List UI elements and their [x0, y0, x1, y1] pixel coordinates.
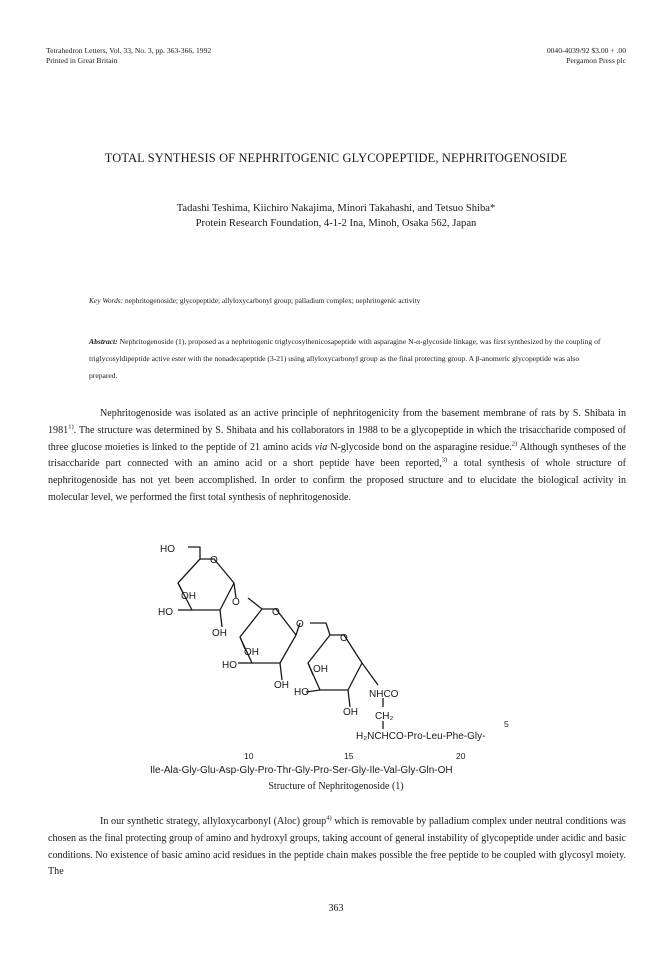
ring1-oh2-bond: [220, 610, 222, 627]
keywords: [89, 296, 609, 305]
label-ring2-ho: HO: [222, 660, 237, 671]
p1-text-b: . The structure was determined by S. Shibata and his collaborators in 1988 to be a glycopeptide in which the trisaccharide composed of three glucose moieties is linked to the peptide of 21 amino acids: [48, 424, 626, 453]
strategy-paragraph: [48, 814, 626, 881]
label-peptide-line2: Ile-Ala-Gly-Glu-Asp-Gly-Pro-Thr-Gly-Pro-Ser-Gly-Ile-Val-Gly-Gln-OH: [150, 765, 453, 775]
label-ring3-ho: HO: [294, 687, 309, 698]
publisher-name: Pergamon Press plc: [566, 56, 626, 65]
intro-paragraph: [48, 406, 626, 507]
journal-citation: Tetrahedron Letters, Vol. 33, No. 3, pp. 363-366, 1992: [46, 46, 212, 55]
label-residue-20: 20: [456, 751, 466, 761]
ref-4: 4): [326, 814, 332, 822]
label-ch2: CH₂: [375, 711, 394, 722]
ring3-n-bond: [362, 663, 378, 685]
keywords-text: nephritogenoside; glycopeptide; allyloxycarbonyl group; palladium complex; nephritogenic activity: [125, 296, 421, 305]
abstract-text: Nephritogenoside (1), proposed as a nephritogenic triglycosylhenicosapeptide with asparagine N-α-glycoside linkage, was first synthesized by the coupling of triglycosyldipeptide active ester with the nonadecapeptide (3-21) using allyloxycarbonyl group as the final protecting group. A β-anomeric glycopeptide was also prepared.: [89, 337, 601, 380]
journal-header: [46, 46, 211, 66]
ring3-oh2-bond: [348, 690, 350, 707]
ring3-outline: [308, 635, 362, 690]
label-ring1-oh2: OH: [212, 628, 227, 639]
label-ring2-oh: OH: [244, 647, 259, 658]
ring2-oh2-bond: [280, 663, 282, 680]
publisher-header: [547, 46, 626, 66]
p1-text-a: Nephritogenoside was isolated as an active principle of nephritogenicity from the basement membrane of rats by S. Shibata in 1981: [48, 408, 626, 436]
ring1-o-link-b: [248, 598, 262, 609]
page-number: 363: [328, 903, 344, 914]
printed-in: Printed in Great Britain: [46, 56, 118, 65]
label-ring3-o: O: [340, 633, 348, 644]
chemical-structure: [0, 535, 672, 775]
p1-text-d: Although syntheses of the trisaccharide part connected with an amino acid or a short peptide have been reported,: [48, 441, 626, 470]
label-link-o1: O: [232, 597, 240, 608]
ref-1: 1): [68, 423, 74, 431]
paper-title: TOTAL SYNTHESIS OF NEPHRITOGENIC GLYCOPEPTIDE, NEPHRITOGENOSIDE: [104, 151, 568, 165]
price-code: 0040-4039/92 $3.00 + .00: [546, 46, 626, 55]
abstract-label: Abstract:: [89, 337, 118, 346]
label-link-o2: O: [296, 619, 304, 630]
p2-text-a: In our synthetic strategy, allyloxycarbonyl (Aloc) group: [100, 816, 327, 827]
label-ho-top: HO: [160, 544, 175, 555]
ref-3: 3): [441, 457, 448, 465]
label-ring1-ho: HO: [158, 607, 173, 618]
p1-text-c: N-glycoside bond on the asparagine residue.: [327, 441, 512, 453]
label-ring3-oh2: OH: [343, 707, 358, 718]
author-block: [0, 201, 672, 231]
keywords-label: Key Words:: [89, 296, 124, 305]
label-ring1-oh: OH: [181, 591, 196, 602]
author-names: Tadashi Teshima, Kiichiro Nakajima, Minori Takahashi, and Tetsuo Shiba*: [176, 203, 496, 214]
ref-2: 2): [511, 440, 518, 448]
label-residue-10: 10: [244, 751, 254, 761]
ring1-o-link-a: [234, 583, 236, 598]
affiliation: Protein Research Foundation, 4-1-2 Ina, Minoh, Osaka 562, Japan: [195, 218, 477, 229]
via-italic: via: [314, 441, 328, 453]
label-ring1-o: O: [210, 555, 218, 566]
p1-text-e: a total synthesis of whole structure of nephritogenoside has not yet been accomplished. In order to confirm the proposed structure and to elucidate the biological activity in molecular level, we performed the first total synthesis of nephritogenoside.: [48, 458, 626, 503]
label-residue-15: 15: [344, 751, 354, 761]
label-peptide-line1: H₂NCHCO-Pro-Leu-Phe-Gly-: [356, 731, 486, 742]
figure-caption: Structure of Nephritogenoside (1): [268, 781, 404, 792]
abstract: [89, 333, 609, 384]
label-ring2-o: O: [272, 607, 280, 618]
label-residue-5: 5: [504, 719, 509, 729]
label-ring3-oh: OH: [313, 664, 328, 675]
ring1-outline: [178, 559, 234, 610]
ring1-ch2-bond: [188, 547, 200, 559]
ring2-o-link-b: [310, 623, 330, 635]
label-ring2-oh2: OH: [274, 680, 289, 691]
label-nhco: NHCO: [369, 689, 399, 700]
p2-text-b: which is removable by palladium complex under neutral conditions was chosen as the final protecting group of amino and hydroxyl groups, taking account of general instability of glycopeptide under acidic and basic conditions. No existence of basic amino acid residues in the peptide chain makes possible the free peptide to be coupled with glycosyl moiety. The: [48, 816, 626, 878]
nephritogenoside-structure-drawing: [0, 535, 672, 775]
